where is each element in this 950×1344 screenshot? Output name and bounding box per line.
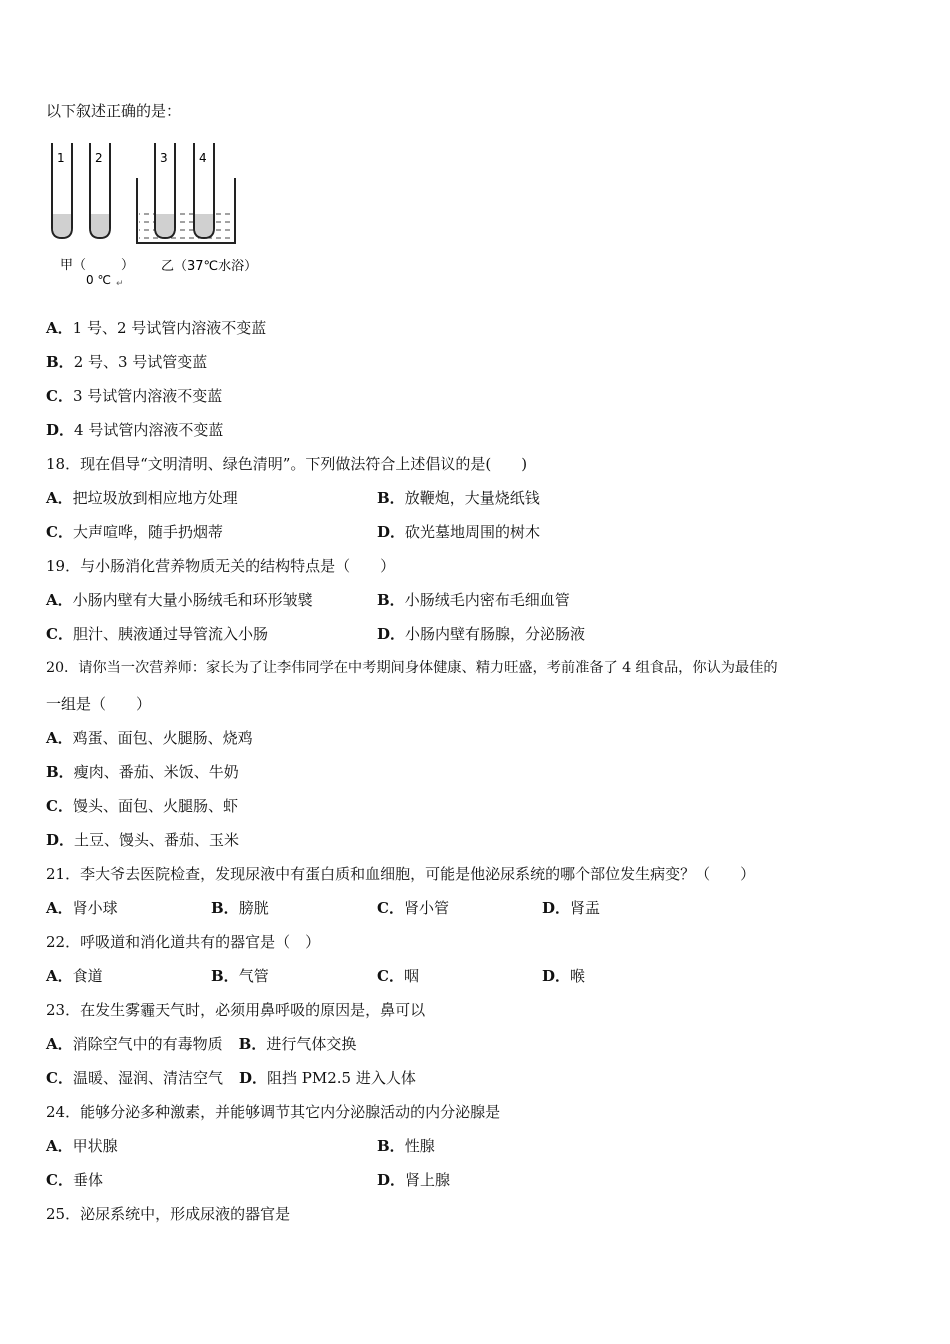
tube-1 (52, 143, 72, 238)
tube-4-label: 4 (199, 151, 207, 165)
label-jia: 甲（ (60, 258, 87, 273)
label-yi: 乙（37℃水浴） (161, 259, 258, 274)
q21-option-a: A．肾小球 (46, 899, 118, 917)
q17-option-b: B．2 号、3 号试管变蓝 (46, 353, 208, 371)
q20-option-c: C．馒头、面包、火腿肠、虾 (46, 797, 238, 815)
q23-stem: 23．在发生雾霾天气时，必须用鼻呼吸的原因是，鼻可以 (46, 1001, 426, 1019)
q21-option-d: D．肾盂 (542, 899, 601, 917)
label-jia-temp: 0 ℃ (86, 273, 111, 287)
q25-stem: 25．泌尿系统中，形成尿液的器官是 (46, 1205, 291, 1223)
q18-option-d: D．砍光墓地周围的树木 (377, 523, 541, 541)
q21-option-b: B．膀胱 (211, 899, 269, 917)
q20-stem-line1: 20．请你当一次营养师：家长为了让李伟同学在中考期间身体健康、精力旺盛，考前准备了 4 组食品，你认为最佳的 (46, 660, 778, 676)
q18-option-b: B．放鞭炮，大量烧纸钱 (377, 489, 540, 507)
q18-stem: 18．现在倡导“文明清明、绿色清明”。下列做法符合上述倡议的是( ) (46, 455, 528, 473)
q18-option-a: A．把垃圾放到相应地方处理 (46, 489, 238, 507)
q22-stem: 22．呼吸道和消化道共有的器官是（ ） (46, 933, 321, 951)
q19-option-d: D．小肠内壁有肠腺，分泌肠液 (377, 625, 586, 643)
q20-option-d: D．土豆、馒头、番茄、玉米 (46, 831, 240, 849)
q21-option-c: C．肾小管 (377, 899, 449, 917)
q19-stem: 19．与小肠消化营养物质无关的结构特点是（ ） (46, 557, 396, 575)
q19-option-c: C．胆汁、胰液通过导管流入小肠 (46, 625, 268, 643)
tube-2-label: 2 (95, 151, 103, 165)
q17-option-a: A．1 号、2 号试管内溶液不变蓝 (46, 319, 267, 337)
q19-option-a: A．小肠内壁有大量小肠绒毛和环形皱襞 (46, 591, 313, 609)
q18-option-c: C．大声喧哗，随手扔烟蒂 (46, 523, 223, 541)
tube-1-label: 1 (57, 151, 65, 165)
q20-option-b: B．瘦肉、番茄、米饭、牛奶 (46, 763, 239, 781)
water-bath-beaker (137, 178, 235, 243)
q24-option-c: C．垂体 (46, 1171, 103, 1189)
q24-option-d: D．肾上腺 (377, 1171, 451, 1189)
q24-stem: 24．能够分泌多种激素，并能够调节其它内分泌腺活动的内分泌腺是 (46, 1103, 501, 1121)
tube-2 (90, 143, 110, 238)
q24-option-a: A．甲状腺 (46, 1137, 118, 1155)
q21-stem: 21．李大爷去医院检查，发现尿液中有蛋白质和血细胞，可能是他泌尿系统的哪个部位发生病变？（ ） (46, 865, 756, 883)
q22-option-a: A．食道 (46, 967, 103, 985)
q20-stem-line2: 一组是（ ） (46, 695, 152, 713)
q24-option-b: B．性腺 (377, 1137, 435, 1155)
q20-option-a: A．鸡蛋、面包、火腿肠、烧鸡 (46, 729, 253, 747)
intro-text: 以下叙述正确的是： (46, 102, 182, 120)
q23-options-ab: A．消除空气中的有毒物质 B．进行气体交换 (46, 1035, 357, 1053)
q22-option-b: B．气管 (211, 967, 269, 985)
q22-option-d: D．喉 (542, 967, 586, 985)
q17-option-c: C．3 号试管内溶液不变蓝 (46, 387, 223, 405)
tube-3 (155, 143, 175, 238)
return-mark-icon: ↵ (116, 279, 124, 288)
q22-option-c: C．咽 (377, 967, 419, 985)
q23-options-cd: C．温暖、湿润、清洁空气 D．阻挡 PM2.5 进入人体 (46, 1069, 416, 1087)
label-jia-close: ） (121, 258, 135, 273)
test-tube-figure (44, 138, 274, 288)
tube-4 (194, 143, 214, 238)
q17-option-d: D．4 号试管内溶液不变蓝 (46, 421, 224, 439)
q19-option-b: B．小肠绒毛内密布毛细血管 (377, 591, 570, 609)
tube-3-label: 3 (160, 151, 168, 165)
